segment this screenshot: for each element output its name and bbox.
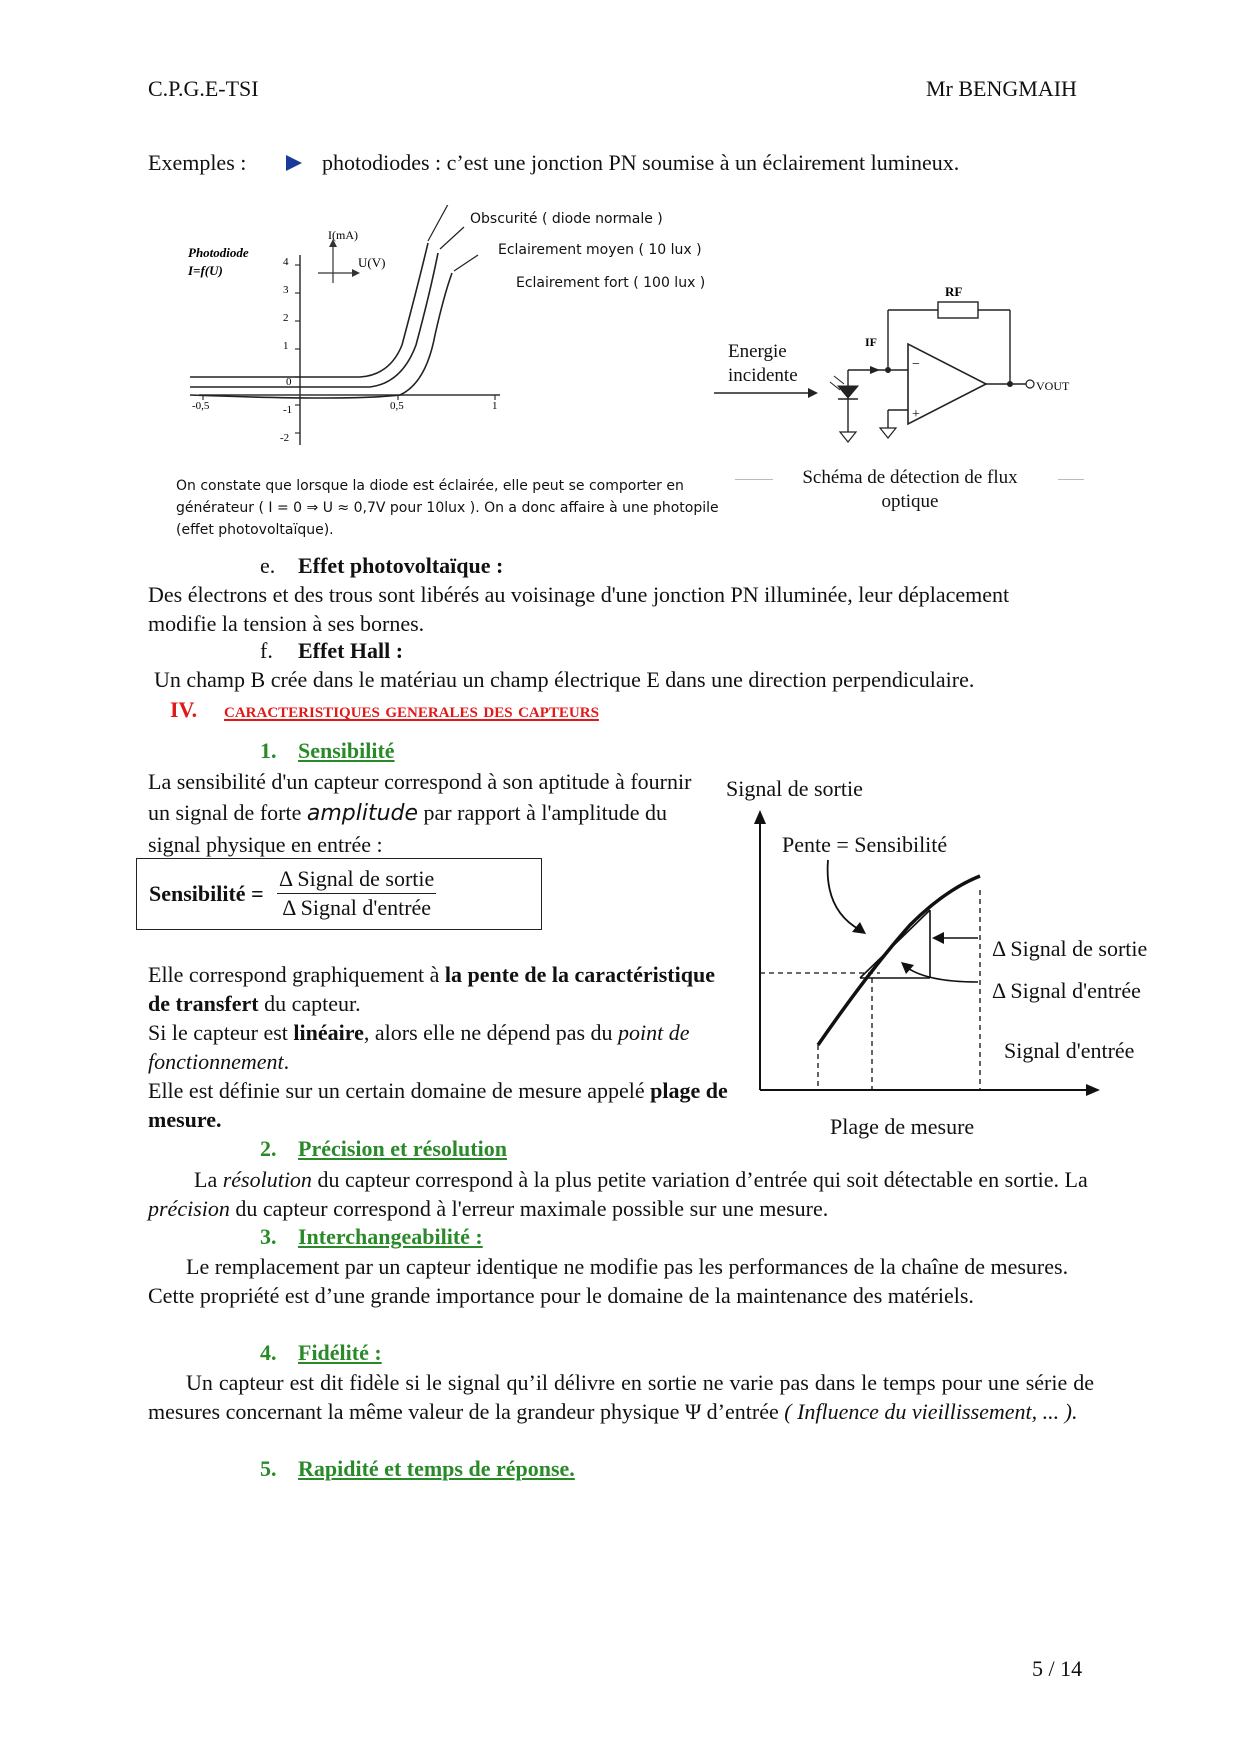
sub3-num: 3. [260,1224,277,1249]
y-tick: 3 [283,284,289,296]
x-tick: 1 [492,400,498,412]
curve-label-medium: Eclairement moyen ( 10 lux ) [498,242,702,258]
graph-range-label: Plage de mesure [830,1114,975,1139]
y-tick: -2 [280,432,290,444]
page-number: 5 / 14 [1032,1656,1083,1681]
sub1-p2-c: , alors elle ne dépend pas du [363,1020,613,1045]
header-left: C.P.G.E-TSI [148,76,259,101]
curve-dark [190,243,428,377]
sensitivity-formula [136,858,542,930]
sub1-num: 1. [260,738,277,763]
curve-strong [190,273,452,398]
formula-den: Δ Signal d'entrée [282,895,432,920]
y-tick: 2 [283,312,289,324]
sub4-body [148,1368,1094,1426]
y-tick: -1 [283,404,293,416]
sub1-intro-b: par rapport à l'amplitude du signal physique en entrée : [148,800,667,857]
sub1-p1-b: la pente de la caractéristique de transfert [148,962,715,1016]
y-tick: 1 [283,340,289,352]
circuit-caption: Schéma de détection de flux optique [802,467,1018,512]
graph-slope-label: Pente = Sensibilité [782,832,948,857]
curve-medium [190,253,438,387]
y-tick: 4 [283,256,289,268]
sub1-p2-d: point de fonctionnement [148,1020,690,1074]
right-triangle-bullet-icon [284,153,304,173]
sub4-text-em: ( Influence du vieillissement, ... ). [784,1399,1078,1424]
section-e-title: Effet photovoltaïque : [298,553,504,578]
y-tick: 0 [286,376,292,388]
graph-delta-out: Δ Signal de sortie [992,936,1148,961]
sub2-body [148,1165,1088,1223]
sub1-p3-a: Elle est définie sur un certain domaine de mesure appelé [148,1078,645,1103]
resistor-label: RF [945,284,963,299]
u-axis-symbol: U(V) [358,255,386,270]
sub2-num: 2. [260,1136,277,1161]
graph-x-label: Signal d'entrée [1004,1038,1135,1063]
sub2-t3: du capteur correspond à la plus petite variation d’entrée qui soit détectable en sortie. La [317,1167,1088,1192]
section-iv-title: caracteristiques generales des capteurs [224,697,599,722]
examples-label: Exemples : [148,150,247,175]
examples-text: photodiodes : c’est une jonction PN soumise à un éclairement lumineux. [322,150,960,175]
sub4-title: Fidélité : [298,1340,382,1365]
sub2-t5: du capteur correspond à l'erreur maximale possible sur une mesure. [235,1196,829,1221]
sub1-p2-e: . [283,1049,290,1074]
vout-label: VOUT [1036,379,1070,393]
section-e-num: e. [260,553,276,578]
sub1-intro [148,766,708,860]
sub4-text: Un capteur est dit fidèle si le signal qu’il délivre en sortie ne varie pas dans le temps pour une série de mesures concernant la même valeur de la grandeur physique Ψ d’entrée [148,1370,1094,1424]
sub3-title: Interchangeabilité : [298,1224,483,1249]
sub5-num: 5. [260,1456,277,1481]
minus-sign: − [912,357,920,372]
sub2-title: Précision et résolution [298,1136,507,1161]
sub3-body: Le remplacement par un capteur identique ne modifie pas les performances de la chaîne de mesures. Cette propriété est d’une grande importance pour le domaine de la maintenance des matériels. [148,1254,1069,1308]
section-e-text: Des électrons et des trous sont libérés au voisinage d'une jonction PN illuminée, leur déplacement modifie la tension à ses bornes. [148,582,1010,636]
section-iv-num: IV. [170,697,198,722]
curve-label-strong: Eclairement fort ( 100 lux ) [516,275,706,291]
chart-title: Photodiode [188,245,249,260]
section-f-title: Effet Hall : [298,638,404,663]
sub1-p2-a: Si le capteur est [148,1020,288,1045]
sub1-p3-b: plage de mesure. [148,1078,728,1132]
sub2-t1: La [194,1167,218,1192]
photodiode-note: On constate que lorsque la diode est éclairée, elle peut se comporter en générateur ( I = 0 ⇒ U ≈ 0,7V pour 10lux ). On a donc affaire à une photopile (effet photovoltaïque). [176,478,719,538]
sub1-p2-b: linéaire [293,1020,364,1045]
sub1-title: Sensibilité [298,738,395,763]
section-f-num: f. [260,638,273,663]
sub2-t2: résolution [222,1167,312,1192]
x-tick: -0,5 [192,400,210,412]
sub4-num: 4. [260,1340,277,1365]
section-f-text: Un champ B crée dans le matériau un champ électrique E dans une direction perpendiculaire. [154,667,975,692]
graph-y-label: Signal de sortie [726,776,863,801]
i-axis-symbol: I(mA) [328,228,358,242]
sub1-p1-a: Elle correspond graphiquement à [148,962,440,987]
sub2-t4: précision [148,1196,230,1221]
formula-lhs: Sensibilité = [149,881,264,906]
curve-label-dark: Obscurité ( diode normale ) [470,211,663,227]
chart-subtitle: I=f(U) [188,263,223,278]
sub1-intro-em: amplitude [306,801,419,826]
x-tick: 0,5 [390,400,404,412]
header-right: Mr BENGMAIH [926,76,1077,101]
current-label: IF [865,335,877,349]
graph-delta-in: Δ Signal d'entrée [992,978,1141,1003]
energy-label-1: Energie [728,341,787,362]
sub1-body [148,960,728,1134]
sub1-p1-c: du capteur. [264,991,361,1016]
energy-label-2: incidente [728,365,798,386]
detection-circuit [710,280,1090,460]
sub5-title: Rapidité et temps de réponse. [298,1456,575,1481]
plus-sign: + [912,407,920,422]
formula-num: Δ Signal de sortie [277,865,436,894]
sub1-intro-a: La sensibilité d'un capteur correspond à son aptitude à fournir un signal de forte [148,769,692,825]
